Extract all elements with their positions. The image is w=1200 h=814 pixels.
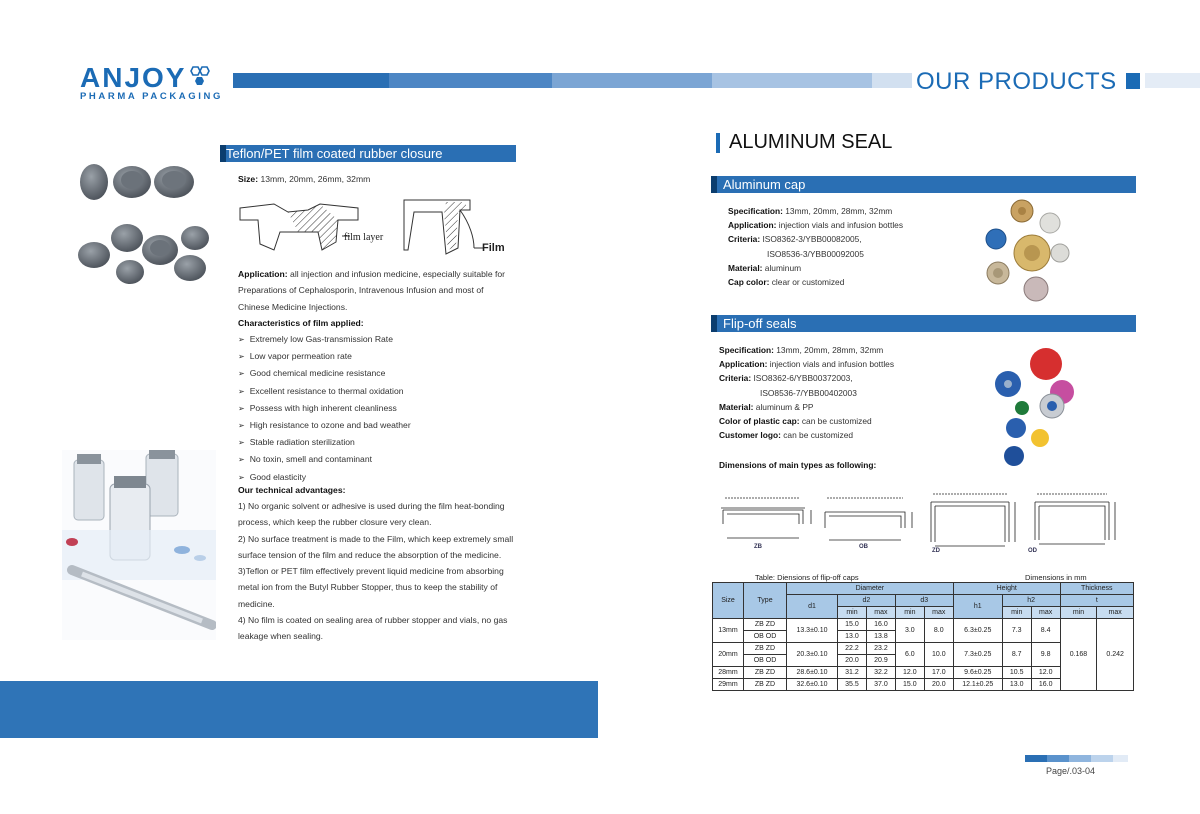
drawing-label: OB (859, 544, 868, 550)
th-max: max (1031, 607, 1060, 619)
aluminum-cap-specs (728, 204, 903, 289)
advantages-title: Our technical advantages: (238, 485, 346, 495)
advantage-line: metal ion from the Butyl Rubber Stopper, thus to keep the stability of (238, 582, 498, 593)
cell-h1: 12.1±0.25 (953, 679, 1002, 691)
header-bar-segment (712, 73, 872, 88)
footer-blue-band (0, 681, 598, 738)
cell-d1: 28.6±0.10 (787, 667, 838, 679)
advantage-line: 2) No surface treatment is made to the Film, which keep extremely small (238, 533, 514, 544)
title-accent-bar (716, 133, 720, 153)
th-h1: h1 (953, 595, 1002, 619)
spec-label: Criteria: (728, 234, 761, 245)
page-title: OUR PRODUCTS (916, 68, 1117, 95)
th-height: Height (953, 583, 1060, 595)
th-max: max (1097, 607, 1134, 619)
cell-d2-max: 37.0 (866, 679, 895, 691)
advantage-line: surface tension of the film and reduce the absorption of the medicine. (238, 549, 502, 560)
cell-d2-min: 22.2 (838, 643, 867, 655)
cell-type: ZB ZD (744, 619, 787, 631)
aluminum-caps-photo (980, 197, 1070, 305)
page-number: Page/.03-04 (1046, 766, 1096, 776)
application-block (238, 266, 528, 315)
application-text: Chinese Medicine Injections. (238, 301, 348, 312)
film-layer-label: film layer (344, 232, 384, 243)
cell-h2-max: 9.8 (1031, 643, 1060, 667)
cell-h2-max: 8.4 (1031, 619, 1060, 643)
application-label: Application: (238, 269, 288, 279)
cell-type: ZB ZD (744, 667, 787, 679)
list-item: ➢ Good elasticity (238, 469, 411, 486)
section-header-aluminum-cap (711, 176, 1136, 193)
list-item: ➢ Low vapor permeation rate (238, 348, 411, 365)
title-square-marker (1126, 73, 1140, 89)
spec-value: 13mm, 20mm, 28mm, 32mm (773, 345, 884, 355)
spec-label: Criteria: (719, 373, 752, 384)
th-h2: h2 (1002, 595, 1060, 607)
page-bar-segment (1069, 755, 1091, 762)
cell-h2-min: 10.5 (1002, 667, 1031, 679)
cell-type: OB OD (744, 655, 787, 667)
cell-d1: 13.3±0.10 (787, 619, 838, 643)
rubber-closure-photo (72, 150, 222, 290)
dimensions-table (712, 582, 1134, 691)
advantage-line: leakage when sealing. (238, 631, 324, 642)
th-size: Size (713, 583, 744, 619)
cell-d2-min: 31.2 (838, 667, 867, 679)
header-bar-segment (233, 73, 389, 88)
cell-d1: 32.6±0.10 (787, 679, 838, 691)
table-caption: Table: Diensions of flip-off caps (755, 573, 859, 582)
list-item: ➢ High resistance to ozone and bad weather (238, 417, 411, 434)
cell-h1: 7.3±0.25 (953, 643, 1002, 667)
application-text: all injection and infusion medicine, especially suitable for (287, 269, 506, 279)
drawing-label: OD (1028, 548, 1037, 554)
cell-d3-min: 3.0 (895, 619, 924, 643)
flip-off-caps-photo (992, 346, 1092, 471)
cell-d2-min: 35.5 (838, 679, 867, 691)
list-item: ➢ No toxin, smell and contaminant (238, 451, 411, 468)
cell-d3-min: 6.0 (895, 643, 924, 667)
cell-d2-min: 15.0 (838, 619, 867, 631)
section-header-label: Aluminum cap (723, 177, 806, 192)
th-type: Type (744, 583, 787, 619)
table-row (713, 619, 1134, 631)
cell-d2-max: 13.8 (866, 631, 895, 643)
section-header-label: Flip-off seals (723, 316, 797, 331)
spec-value: clear or customized (769, 277, 845, 288)
cell-d2-max: 32.2 (866, 667, 895, 679)
cell-d2-min: 13.0 (838, 631, 867, 643)
spec-label: Color of plastic cap: (719, 416, 800, 427)
drawing-label: ZD (932, 548, 940, 554)
cell-d2-max: 23.2 (866, 643, 895, 655)
th-max: max (866, 607, 895, 619)
drawing-label: ZB (754, 544, 762, 550)
cell-h2-max: 12.0 (1031, 667, 1060, 679)
th-d3: d3 (895, 595, 953, 607)
cell-type: ZB ZD (744, 643, 787, 655)
cell-d3-min: 12.0 (895, 667, 924, 679)
film-label: Film (482, 242, 505, 254)
section-header-flip-off (711, 315, 1136, 332)
spec-value: ISO8536-3/YBB00092005 (767, 248, 864, 259)
spec-value: ISO8362-6/YBB00372003, (751, 373, 853, 384)
cell-size: 28mm (713, 667, 744, 679)
aluminum-seal-title: ALUMINUM SEAL (729, 131, 893, 153)
cell-h2-max: 16.0 (1031, 679, 1060, 691)
page-bar-segment (1025, 755, 1047, 762)
size-label: Size: (238, 174, 259, 184)
cell-d2-max: 16.0 (866, 619, 895, 631)
cell-d3-max: 20.0 (924, 679, 953, 691)
header-bar-segment (1145, 73, 1200, 88)
header-bar-segment (872, 73, 912, 88)
advantage-line: 3)Teflon or PET film effectively prevent liquid medicine from absorbing (238, 566, 504, 577)
list-item: ➢ Stable radiation sterilization (238, 434, 411, 451)
vials-syringe-photo (62, 450, 216, 640)
cell-type: ZB ZD (744, 679, 787, 691)
flip-off-specs (719, 343, 894, 442)
th-min: min (1002, 607, 1031, 619)
cell-size: 13mm (713, 619, 744, 643)
characteristics-list (238, 331, 411, 486)
th-min: min (838, 607, 867, 619)
application-text: Preparations of Cephalosporin, Intravenous Infusion and most of (238, 285, 484, 296)
cell-type: OB OD (744, 631, 787, 643)
th-min: min (1060, 607, 1097, 619)
spec-label: Cap color: (728, 277, 770, 288)
header-bar-segment (389, 73, 552, 88)
spec-value: ISO8362-3/YBB00082005, (760, 234, 862, 245)
th-d1: d1 (787, 595, 838, 619)
th-d2: d2 (838, 595, 896, 607)
cell-d2-max: 20.9 (866, 655, 895, 667)
size-line (238, 171, 370, 187)
list-item: ➢ Good chemical medicine resistance (238, 365, 411, 382)
th-max: max (924, 607, 953, 619)
cell-h2-min: 7.3 (1002, 619, 1031, 643)
spec-value: 13mm, 20mm, 28mm, 32mm (782, 206, 893, 216)
closure-cross-section-diagram (238, 192, 518, 264)
list-item: ➢ Excellent resistance to thermal oxidation (238, 383, 411, 400)
characteristics-title: Characteristics of film applied: (238, 318, 364, 328)
th-t: t (1060, 595, 1133, 607)
page-bar-segment (1113, 755, 1128, 762)
cell-d2-min: 20.0 (838, 655, 867, 667)
th-thickness: Thickness (1060, 583, 1133, 595)
spec-value: injection vials and infusion bottles (776, 220, 904, 231)
cell-d3-max: 10.0 (924, 643, 953, 667)
cell-d3-max: 17.0 (924, 667, 953, 679)
spec-label: Application: (728, 220, 777, 231)
size-value: 13mm, 20mm, 26mm, 32mm (260, 174, 371, 184)
section-header-teflon (220, 145, 516, 162)
logo-tagline: PHARMA PACKAGING (80, 91, 223, 102)
spec-value: aluminum & PP (753, 401, 814, 412)
cell-t-min: 0.168 (1060, 619, 1097, 691)
advantage-line: 4) No film is coated on sealing area of rubber stopper and vials, no gas (238, 615, 508, 626)
table-unit: Dimensions in mm (1025, 573, 1087, 582)
spec-value: can be customized (780, 430, 854, 441)
page-bar-segment (1091, 755, 1113, 762)
cell-h2-min: 8.7 (1002, 643, 1031, 667)
th-diameter: Diameter (787, 583, 954, 595)
cell-h2-min: 13.0 (1002, 679, 1031, 691)
page-bar-segment (1047, 755, 1069, 762)
header-bar-segment (552, 73, 712, 88)
cell-h1: 6.3±0.25 (953, 619, 1002, 643)
th-min: min (895, 607, 924, 619)
advantages-block (238, 498, 538, 645)
cell-size: 20mm (713, 643, 744, 667)
spec-label: Material: (719, 401, 754, 412)
spec-label: Specification: (719, 345, 774, 355)
dimensions-title: Dimensions of main types as following: (719, 460, 877, 470)
list-item: ➢ Extremely low Gas-transmission Rate (238, 331, 411, 348)
advantage-line: process, which keep the rubber closure very clean. (238, 517, 432, 528)
logo-hexagon-icon (185, 66, 213, 88)
cell-t-max: 0.242 (1097, 619, 1134, 691)
advantage-line: 1) No organic solvent or adhesive is used during the film heat-bonding (238, 501, 505, 511)
spec-value: injection vials and infusion bottles (767, 359, 895, 370)
cell-d1: 20.3±0.10 (787, 643, 838, 667)
spec-value: can be customized (799, 416, 872, 427)
cell-h1: 9.6±0.25 (953, 667, 1002, 679)
spec-label: Application: (719, 359, 768, 370)
logo-wordmark: ANJOY (80, 62, 187, 93)
list-item: ➢ Possess with high inherent cleanliness (238, 400, 411, 417)
spec-value: ISO8536-7/YBB00402003 (760, 387, 857, 398)
cell-d3-max: 8.0 (924, 619, 953, 643)
cell-size: 29mm (713, 679, 744, 691)
spec-label: Material: (728, 262, 763, 273)
spec-label: Customer logo: (719, 430, 781, 441)
spec-value: aluminum (762, 262, 802, 273)
spec-label: Specification: (728, 206, 783, 216)
advantage-line: medicine. (238, 598, 275, 609)
section-header-label: Teflon/PET film coated rubber closure (226, 146, 443, 161)
cap-dimension-drawings (715, 488, 1135, 558)
cell-d3-min: 15.0 (895, 679, 924, 691)
